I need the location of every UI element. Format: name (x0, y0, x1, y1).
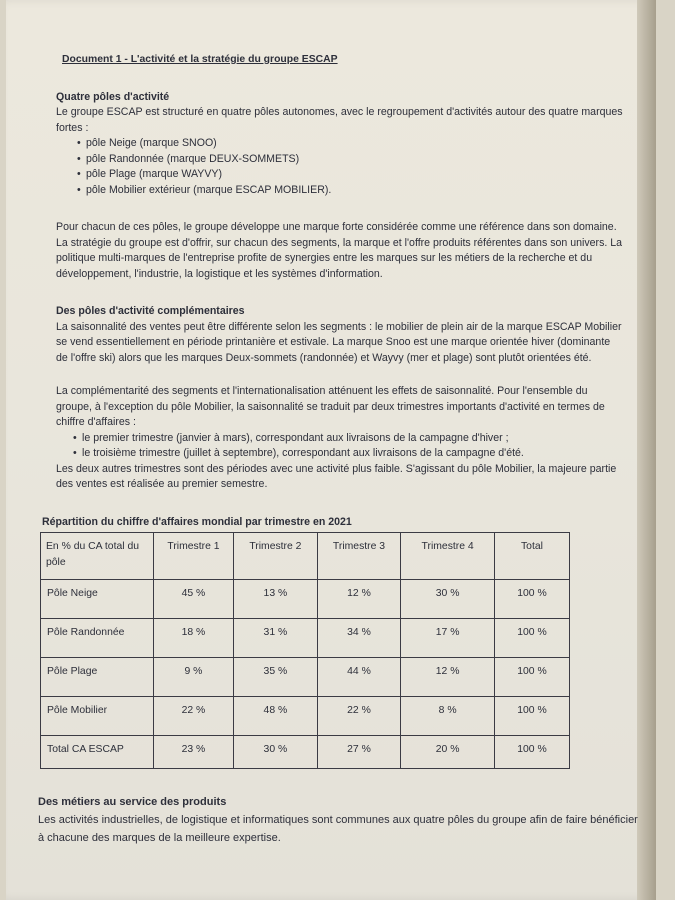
document-content (38, 52, 638, 847)
table-header-cell: Total (494, 533, 569, 580)
table-cell: Pôle Randonnée (41, 619, 154, 658)
table-cell: 45 % (153, 580, 233, 619)
table-cell: 34 % (317, 619, 401, 658)
document-page (6, 0, 656, 900)
table-cell: 35 % (234, 658, 318, 697)
table-title: Répartition du chiffre d'affaires mondial par trimestre en 2021 (42, 515, 352, 528)
table-cell: 100 % (494, 580, 569, 619)
table-cell: 30 % (234, 736, 318, 769)
table-cell: 100 % (494, 697, 569, 736)
list-item: • pôle Randonnée (marque DEUX-SOMMETS) (86, 152, 624, 168)
table-cell: 12 % (317, 580, 401, 619)
table-header-row (41, 533, 570, 580)
table-cell: Pôle Plage (41, 658, 154, 697)
list-item: • pôle Mobilier extérieur (marque ESCAP MOBILIER). (86, 183, 624, 199)
section1-list (56, 136, 624, 198)
table-cell: 18 % (153, 619, 233, 658)
table-cell: 100 % (494, 736, 569, 769)
table-cell: 100 % (494, 619, 569, 658)
table-cell: 27 % (317, 736, 401, 769)
section2-paragraph3: Les deux autres trimestres sont des périodes avec une activité plus faible. S'agissant du pôle Mobilier, la majeure partie des ventes est réalisée au premier semestre. (56, 462, 617, 490)
list-item: • pôle Neige (marque SNOO) (86, 136, 624, 152)
table-row (41, 658, 570, 697)
section2-paragraph2: La complémentarité des segments et l'internationalisation atténuent les effets de saisonnalité. Pour l'ensemble du groupe, à l'exception du pôle Mobilier, la saisonnalité se traduit par deux trimestres importants d'activité en termes de chiffre d'affaires : (56, 385, 605, 428)
table-cell: 30 % (401, 580, 495, 619)
table-header-cell: Trimestre 3 (317, 533, 401, 580)
table-header-cell: Trimestre 2 (234, 533, 318, 580)
table-cell: 8 % (401, 697, 495, 736)
table-cell: 100 % (494, 658, 569, 697)
table-cell: 31 % (234, 619, 318, 658)
section2-list (56, 431, 624, 462)
table-cell: 20 % (401, 736, 495, 769)
table-cell: 9 % (153, 658, 233, 697)
table-cell: Pôle Neige (41, 580, 154, 619)
table-cell: 17 % (401, 619, 495, 658)
table-cell: 44 % (317, 658, 401, 697)
section3-heading: Des métiers au service des produits (38, 796, 227, 808)
table-cell: 48 % (234, 697, 318, 736)
table-cell: 13 % (234, 580, 318, 619)
table-cell: Total CA ESCAP (41, 736, 154, 769)
list-item: • le troisième trimestre (juillet à septembre), correspondant aux livraisons de la campagne d'été. (82, 446, 624, 462)
section2-paragraph1: La saisonnalité des ventes peut être différente selon les segments : le mobilier de plein air de la marque ESCAP Mobilier se vend essentiellement en période printanière et estivale. La marque Snoo est une marque orientée hiver (dominante de l'offre ski) alors que les marques Deux-sommets (randonnée) et Wayvy (mer et plage) sont plutôt orientées été. (56, 320, 622, 364)
table-cell: 22 % (153, 697, 233, 736)
section1-intro: Le groupe ESCAP est structuré en quatre pôles autonomes, avec le regroupement d'activités autour des quatre marques fortes : (56, 106, 623, 134)
table-cell: 23 % (153, 736, 233, 769)
section3-paragraph: Les activités industrielles, de logistique et informatiques sont communes aux quatre pôles du groupe afin de faire bénéficier à chacune des marques de la meilleure expertise. (38, 813, 638, 844)
table-cell: Pôle Mobilier (41, 697, 154, 736)
section1-paragraph: Pour chacun de ces pôles, le groupe développe une marque forte considérée comme une référence dans son domaine. La stratégie du groupe est d'offrir, sur chacun des segments, la marque et l'offre produits référentes dans son univers. La politique multi-marques de l'entreprise profite de synergies entre les marques sur les métiers de la recherche et du développement, l'industrie, la logistique et les systèmes d'information. (56, 221, 623, 280)
page-edge (637, 0, 656, 900)
table-header-cell: Trimestre 4 (401, 533, 495, 580)
table-cell: 22 % (317, 697, 401, 736)
table-header-cell: Trimestre 1 (153, 533, 233, 580)
table-row (41, 736, 570, 769)
table-row (41, 697, 570, 736)
table-cell: 12 % (401, 658, 495, 697)
section1-heading: Quatre pôles d'activité (56, 90, 170, 103)
section2-heading: Des pôles d'activité complémentaires (56, 305, 245, 317)
table-row (41, 619, 570, 658)
table-row (41, 580, 570, 619)
document-title: Document 1 - L'activité et la stratégie du groupe ESCAP (62, 54, 338, 65)
list-item: • le premier trimestre (janvier à mars), correspondant aux livraisons de la campagne d'hiver ; (82, 431, 624, 447)
table-header-cell: En % du CA total du pôle (41, 533, 154, 580)
list-item: • pôle Plage (marque WAYVY) (86, 167, 624, 183)
revenue-table (40, 532, 570, 769)
